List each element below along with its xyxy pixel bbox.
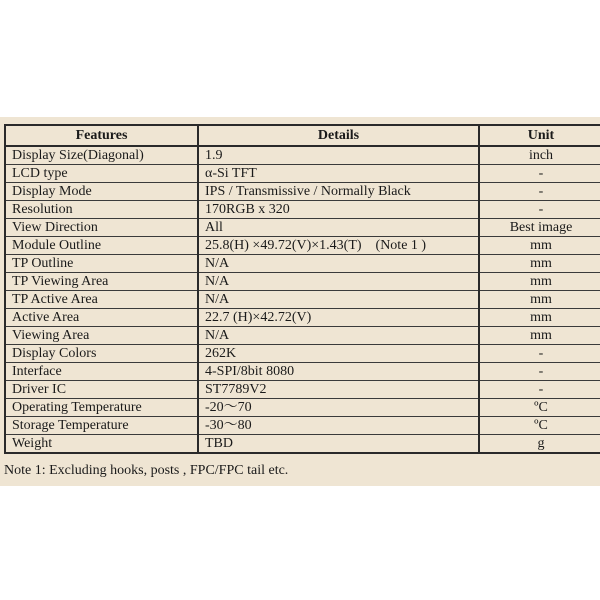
specification-table <box>4 124 600 454</box>
table-row <box>5 146 600 165</box>
table-header-row <box>5 125 600 146</box>
unit-cell: mm <box>479 237 600 255</box>
unit-cell: - <box>479 165 600 183</box>
unit-cell: Best image <box>479 219 600 237</box>
unit-cell: - <box>479 345 600 363</box>
table-row <box>5 309 600 327</box>
header-features: Features <box>5 125 198 146</box>
feature-cell: Operating Temperature <box>5 399 198 417</box>
footnote: Note 1: Excluding hooks, posts , FPC/FPC tail etc. <box>4 463 289 478</box>
unit-cell: - <box>479 381 600 399</box>
table-row <box>5 183 600 201</box>
unit-cell: - <box>479 363 600 381</box>
feature-cell: Interface <box>5 363 198 381</box>
feature-cell: TP Active Area <box>5 291 198 309</box>
table-row <box>5 219 600 237</box>
table-row <box>5 435 600 454</box>
unit-cell: ºC <box>479 399 600 417</box>
table-row <box>5 201 600 219</box>
detail-cell: 262K <box>198 345 479 363</box>
feature-cell: Display Colors <box>5 345 198 363</box>
feature-cell: TP Viewing Area <box>5 273 198 291</box>
table-row <box>5 363 600 381</box>
header-details: Details <box>198 125 479 146</box>
table-row <box>5 273 600 291</box>
feature-cell: Resolution <box>5 201 198 219</box>
table-row <box>5 417 600 435</box>
detail-cell: -20～70 <box>198 399 479 417</box>
detail-cell: ST7789V2 <box>198 381 479 399</box>
unit-cell: - <box>479 201 600 219</box>
feature-cell: Driver IC <box>5 381 198 399</box>
feature-cell: Display Mode <box>5 183 198 201</box>
feature-cell: View Direction <box>5 219 198 237</box>
table-row <box>5 345 600 363</box>
unit-cell: mm <box>479 255 600 273</box>
table-row <box>5 165 600 183</box>
feature-cell: TP Outline <box>5 255 198 273</box>
detail-cell: 25.8(H) ×49.72(V)×1.43(T) (Note 1 ) <box>198 237 479 255</box>
unit-cell: mm <box>479 327 600 345</box>
detail-cell: -30～80 <box>198 417 479 435</box>
detail-cell: IPS / Transmissive / Normally Black <box>198 183 479 201</box>
table-row <box>5 291 600 309</box>
detail-cell: All <box>198 219 479 237</box>
feature-cell: Display Size(Diagonal) <box>5 146 198 165</box>
unit-cell: g <box>479 435 600 454</box>
detail-cell: N/A <box>198 273 479 291</box>
feature-cell: Module Outline <box>5 237 198 255</box>
unit-cell: ºC <box>479 417 600 435</box>
detail-cell: N/A <box>198 255 479 273</box>
table-row <box>5 255 600 273</box>
detail-cell: 170RGB x 320 <box>198 201 479 219</box>
detail-cell: N/A <box>198 327 479 345</box>
detail-cell: α-Si TFT <box>198 165 479 183</box>
feature-cell: Viewing Area <box>5 327 198 345</box>
table-row <box>5 381 600 399</box>
detail-cell: 22.7 (H)×42.72(V) <box>198 309 479 327</box>
detail-cell: 4-SPI/8bit 8080 <box>198 363 479 381</box>
unit-cell: mm <box>479 273 600 291</box>
feature-cell: Active Area <box>5 309 198 327</box>
header-unit: Unit <box>479 125 600 146</box>
unit-cell: inch <box>479 146 600 165</box>
feature-cell: LCD type <box>5 165 198 183</box>
detail-cell: TBD <box>198 435 479 454</box>
detail-cell: N/A <box>198 291 479 309</box>
table-row <box>5 237 600 255</box>
unit-cell: - <box>479 183 600 201</box>
table-row <box>5 327 600 345</box>
table-row <box>5 399 600 417</box>
unit-cell: mm <box>479 291 600 309</box>
feature-cell: Weight <box>5 435 198 454</box>
detail-cell: 1.9 <box>198 146 479 165</box>
feature-cell: Storage Temperature <box>5 417 198 435</box>
unit-cell: mm <box>479 309 600 327</box>
